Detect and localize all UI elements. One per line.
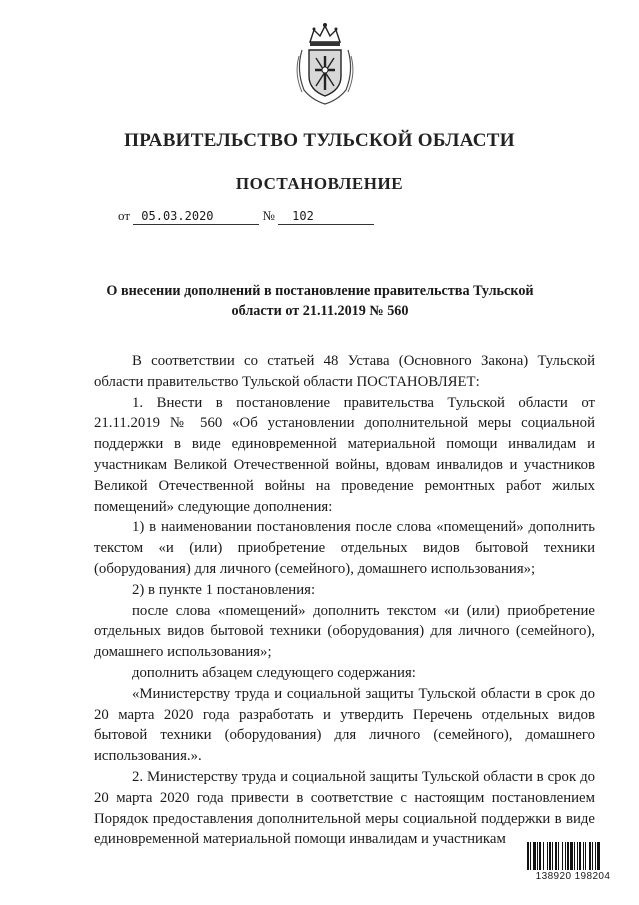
barcode-icon: [527, 842, 619, 870]
paragraph: 1) в наименовании постановления после слова «помещений» дополнить текстом «и (или) приобретение отдельных видов бытовой техники (оборудования) для личного (семейного), домашнего использования»;: [94, 519, 595, 577]
government-title: ПРАВИТЕЛЬСТВО ТУЛЬСКОЙ ОБЛАСТИ: [124, 130, 515, 151]
paragraph: «Министерству труда и социальной защиты Тульской области в срок до 20 марта 2020 года разработать и утвердить Перечень отдельных видов бытовой техники (оборудования) для личного (семейного), домашнего использования.».: [94, 685, 595, 765]
document-number: 102: [278, 209, 374, 225]
paragraph: после слова «помещений» дополнить текстом «и (или) приобретение отдельных видов бытовой техники (оборудования) для личного (семейного), домашнего использования»;: [94, 602, 595, 661]
document-body: [94, 351, 595, 850]
number-label: №: [262, 208, 275, 223]
paragraph: 1. Внести в постановление правительства Тульской области от 21.11.2019 № 560 «Об установлении дополнительной меры социальной поддержки в виде единовременной материальной помощи инвалидам и участникам Великой Отечественной войны, вдовам инвалидов и участников Великой Отечественной войны на проведение ремонтных работ жилых помещений» следующие дополнения:: [94, 394, 595, 515]
tula-coat-of-arms-icon: [292, 20, 358, 106]
paragraph: 2) в пункте 1 постановления:: [132, 581, 316, 598]
document-date: 05.03.2020: [133, 209, 259, 225]
document-type: ПОСТАНОВЛЕНИЕ: [235, 174, 404, 193]
date-label: от: [118, 208, 131, 223]
barcode-number: 138920 198204: [535, 871, 611, 882]
document-subject: О внесении дополнений в постановление правительства Тульской области от 21.11.2019 № 560: [106, 283, 534, 319]
paragraph: дополнить абзацем следующего содержания:: [132, 664, 416, 681]
paragraph: 2. Министерству труда и социальной защиты Тульской области в срок до 20 марта 2020 года привести в соответствие с настоящим постановлением Порядок предоставления дополнительной меры социальной поддержки в виде единовременной материальной помощи инвалидам и участникам: [94, 768, 595, 848]
barcode: [527, 842, 619, 882]
dateline: [118, 208, 374, 225]
paragraph: В соответствии со статьей 48 Устава (Основного Закона) Тульской области правительство Тульской области ПОСТАНОВЛЯЕТ:: [94, 353, 595, 390]
